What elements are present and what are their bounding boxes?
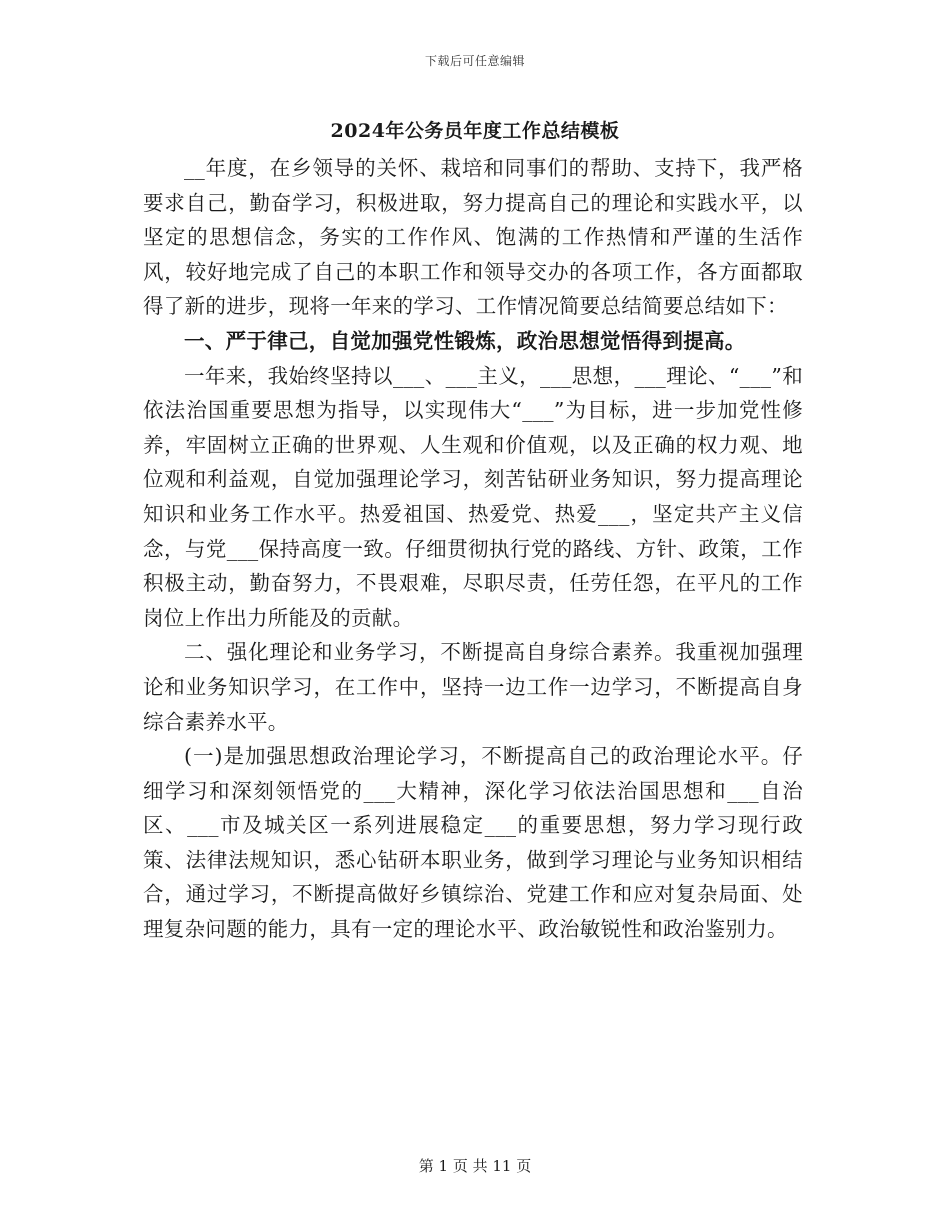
section-heading-1: 一、严于律己，自觉加强党性锻炼，政治思想觉悟得到提高。 [184, 328, 746, 353]
header-note: 下载后可任意编辑 [424, 54, 525, 68]
paragraph-section-1: 一年来，我始终坚持以___、___主义，___思想，___理论、“___”和依法治国重要思想为指导，以实现伟大“___”为目标，进一步加党性修养，牢固树立正确的世界观、人生观和价值观，以及正确的权力观、地位观和利益观，自觉加强理论学习，刻苦钻研业务知识，努力提高理论知识和业务工作水平。热爱祖国、热爱党、热爱___，坚定共产主义信念，与党___保持高度一致。仔细贯彻执行党的路线、方针、政策，工作积极主动，勤奋努力，不畏艰难，尽职尽责，任劳任怨，在平凡的工作岗位上作出力所能及的贡献。 [143, 363, 803, 630]
paragraph-section-2-item-1: (一)是加强思想政治理论学习，不断提高自己的政治理论水平。仔细学习和深刻领悟党的___大精神，深化学习依法治国思想和___自治区、___市及城关区一系列进展稳定___的重要思想，努力学习现行政策、法律法规知识，悉心钻研本职业务，做到学习理论与业务知识相结合，通过学习，不断提高做好乡镇综治、党建工作和应对复杂局面、处理复杂问题的能力，具有一定的理论水平、政治敏锐性和政治鉴别力。 [143, 744, 803, 942]
paragraph-intro: __年度，在乡领导的关怀、栽培和同事们的帮助、支持下，我严格要求自己，勤奋学习，积极进取，努力提高自己的理论和实践水平，以坚定的思想信念，务实的工作作风、饱满的工作热情和严谨的生活作风，较好地完成了自己的本职工作和领导交办的各项工作，各方面都取得了新的进步，现将一年来的学习、工作情况简要总结简要总结如下： [143, 156, 803, 319]
page-number: 第 1 页 共 11 页 [418, 1157, 532, 1175]
paragraph-section-2: 二、强化理论和业务学习，不断提高自身综合素养。我重视加强理论和业务知识学习，在工作中，坚持一边工作一边学习，不断提高自身综合素养水平。 [143, 640, 803, 734]
document-title: 2024年公务员年度工作总结模板 [330, 120, 620, 142]
document-body [143, 151, 803, 947]
